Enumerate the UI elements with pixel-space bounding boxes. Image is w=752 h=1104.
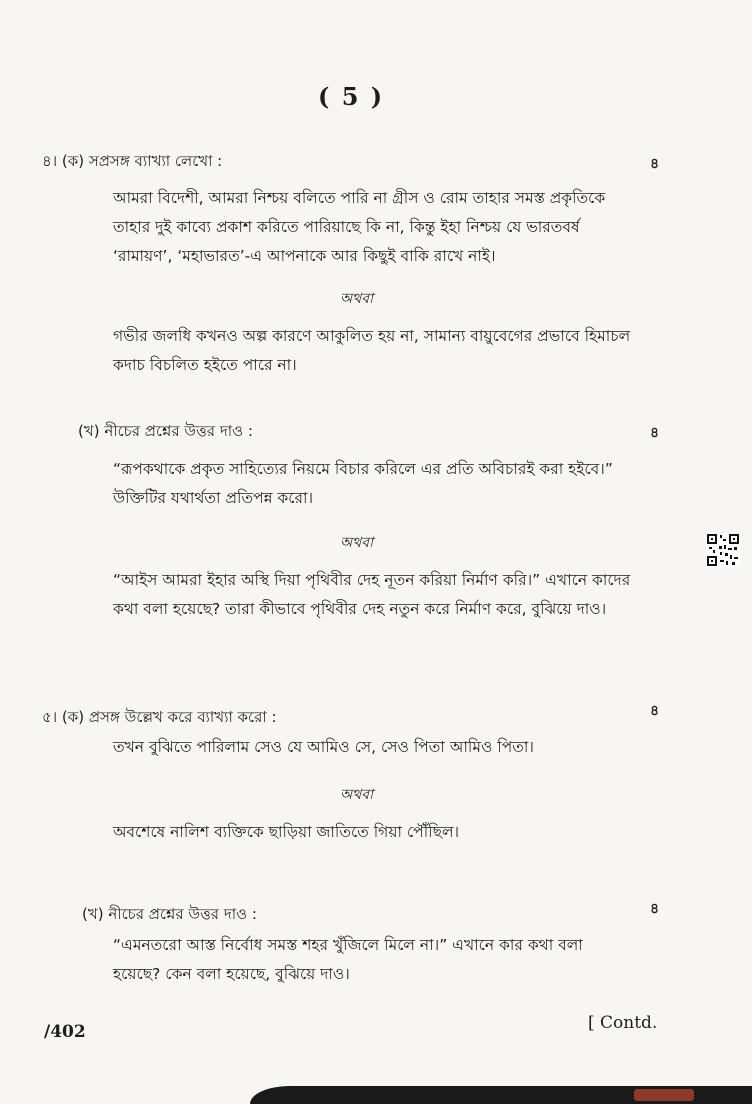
q4b-heading: (খ) নীচের প্রশ্নের উত্তর দাও : xyxy=(78,422,253,440)
question-paper-code: /402 xyxy=(44,1022,86,1042)
q4b-alt-question: “আইস আমরা ইহার অস্থি দিয়া পৃথিবীর দেহ নূতন করিয়া নির্মাণ করি।” এখানে কাদের কথা বলা হয়েছে? তারা কীভাবে পৃথিবীর দেহ নতুন করে নির্মাণ করে, বুঝিয়ে দাও। xyxy=(113,571,631,618)
q4a-marks: ৪ xyxy=(650,156,660,172)
scan-bottom-edge xyxy=(250,1086,752,1104)
q5a-marks: ৪ xyxy=(650,703,660,719)
q5a-alt-passage: অবশেষে নালিশ ব্যক্তিকে ছাড়িয়া জাতিতে গিয়া পৌঁছিল। xyxy=(113,823,460,841)
qr-code-icon xyxy=(706,533,740,567)
page-number: ( 5 ) xyxy=(318,82,385,111)
q5a-passage: তখন বুঝিতে পারিলাম সেও যে আমিও সে, সেও পিতা আমিও পিতা। xyxy=(113,738,534,756)
q4a-heading: ৪। (ক) সপ্রসঙ্গ ব্যাখ্যা লেখো : xyxy=(42,152,223,170)
q4a-alt-passage: গভীর জলধি কখনও অল্প কারণে আকুলিত হয় না, সামান্য বায়ুবেগের প্রভাবে হিমাচল কদাচ বিচলিত হইতে পারে না। xyxy=(113,327,631,374)
q5b-marks: ৪ xyxy=(650,901,660,917)
q4a-passage: আমরা বিদেশী, আমরা নিশ্চয় বলিতে পারি না গ্রীস ও রোম তাহার সমস্ত প্রকৃতিকে তাহার দুই কাব্যে প্রকাশ করিতে পারিয়াছে কি না, কিন্তু ইহা নিশ্চয় যে ভারতবর্ষ ‘রামায়ণ’, ‘মহাভারত’-এ আপনাকে আর কিছুই বাকি রাখে নাই। xyxy=(113,189,606,265)
q4b-marks: ৪ xyxy=(650,425,660,441)
continued-label: [ Contd. xyxy=(588,1013,658,1033)
q5a-heading: ৫। (ক) প্রসঙ্গ উল্লেখ করে ব্যাখ্যা করো : xyxy=(42,708,277,726)
q4b-question: “রূপকথাকে প্রকৃত সাহিত্যের নিয়মে বিচার করিলে এর প্রতি অবিচারই করা হইবে।” উক্তিটির যথার্থতা প্রতিপন্ন করো। xyxy=(113,460,613,507)
q5b-question: “এমনতরো আস্ত নির্বোধ সমস্ত শহর খুঁজিলে মিলে না।” এখানে কার কথা বলা হয়েছে? কেন বলা হয়েছে, বুঝিয়ে দাও। xyxy=(113,936,583,983)
q5a-or: অথবা xyxy=(340,787,374,803)
q5b-heading: (খ) নীচের প্রশ্নের উত্তর দাও : xyxy=(82,905,257,923)
q4b-or: অথবা xyxy=(340,535,374,551)
q4a-or: অথবা xyxy=(340,291,374,307)
